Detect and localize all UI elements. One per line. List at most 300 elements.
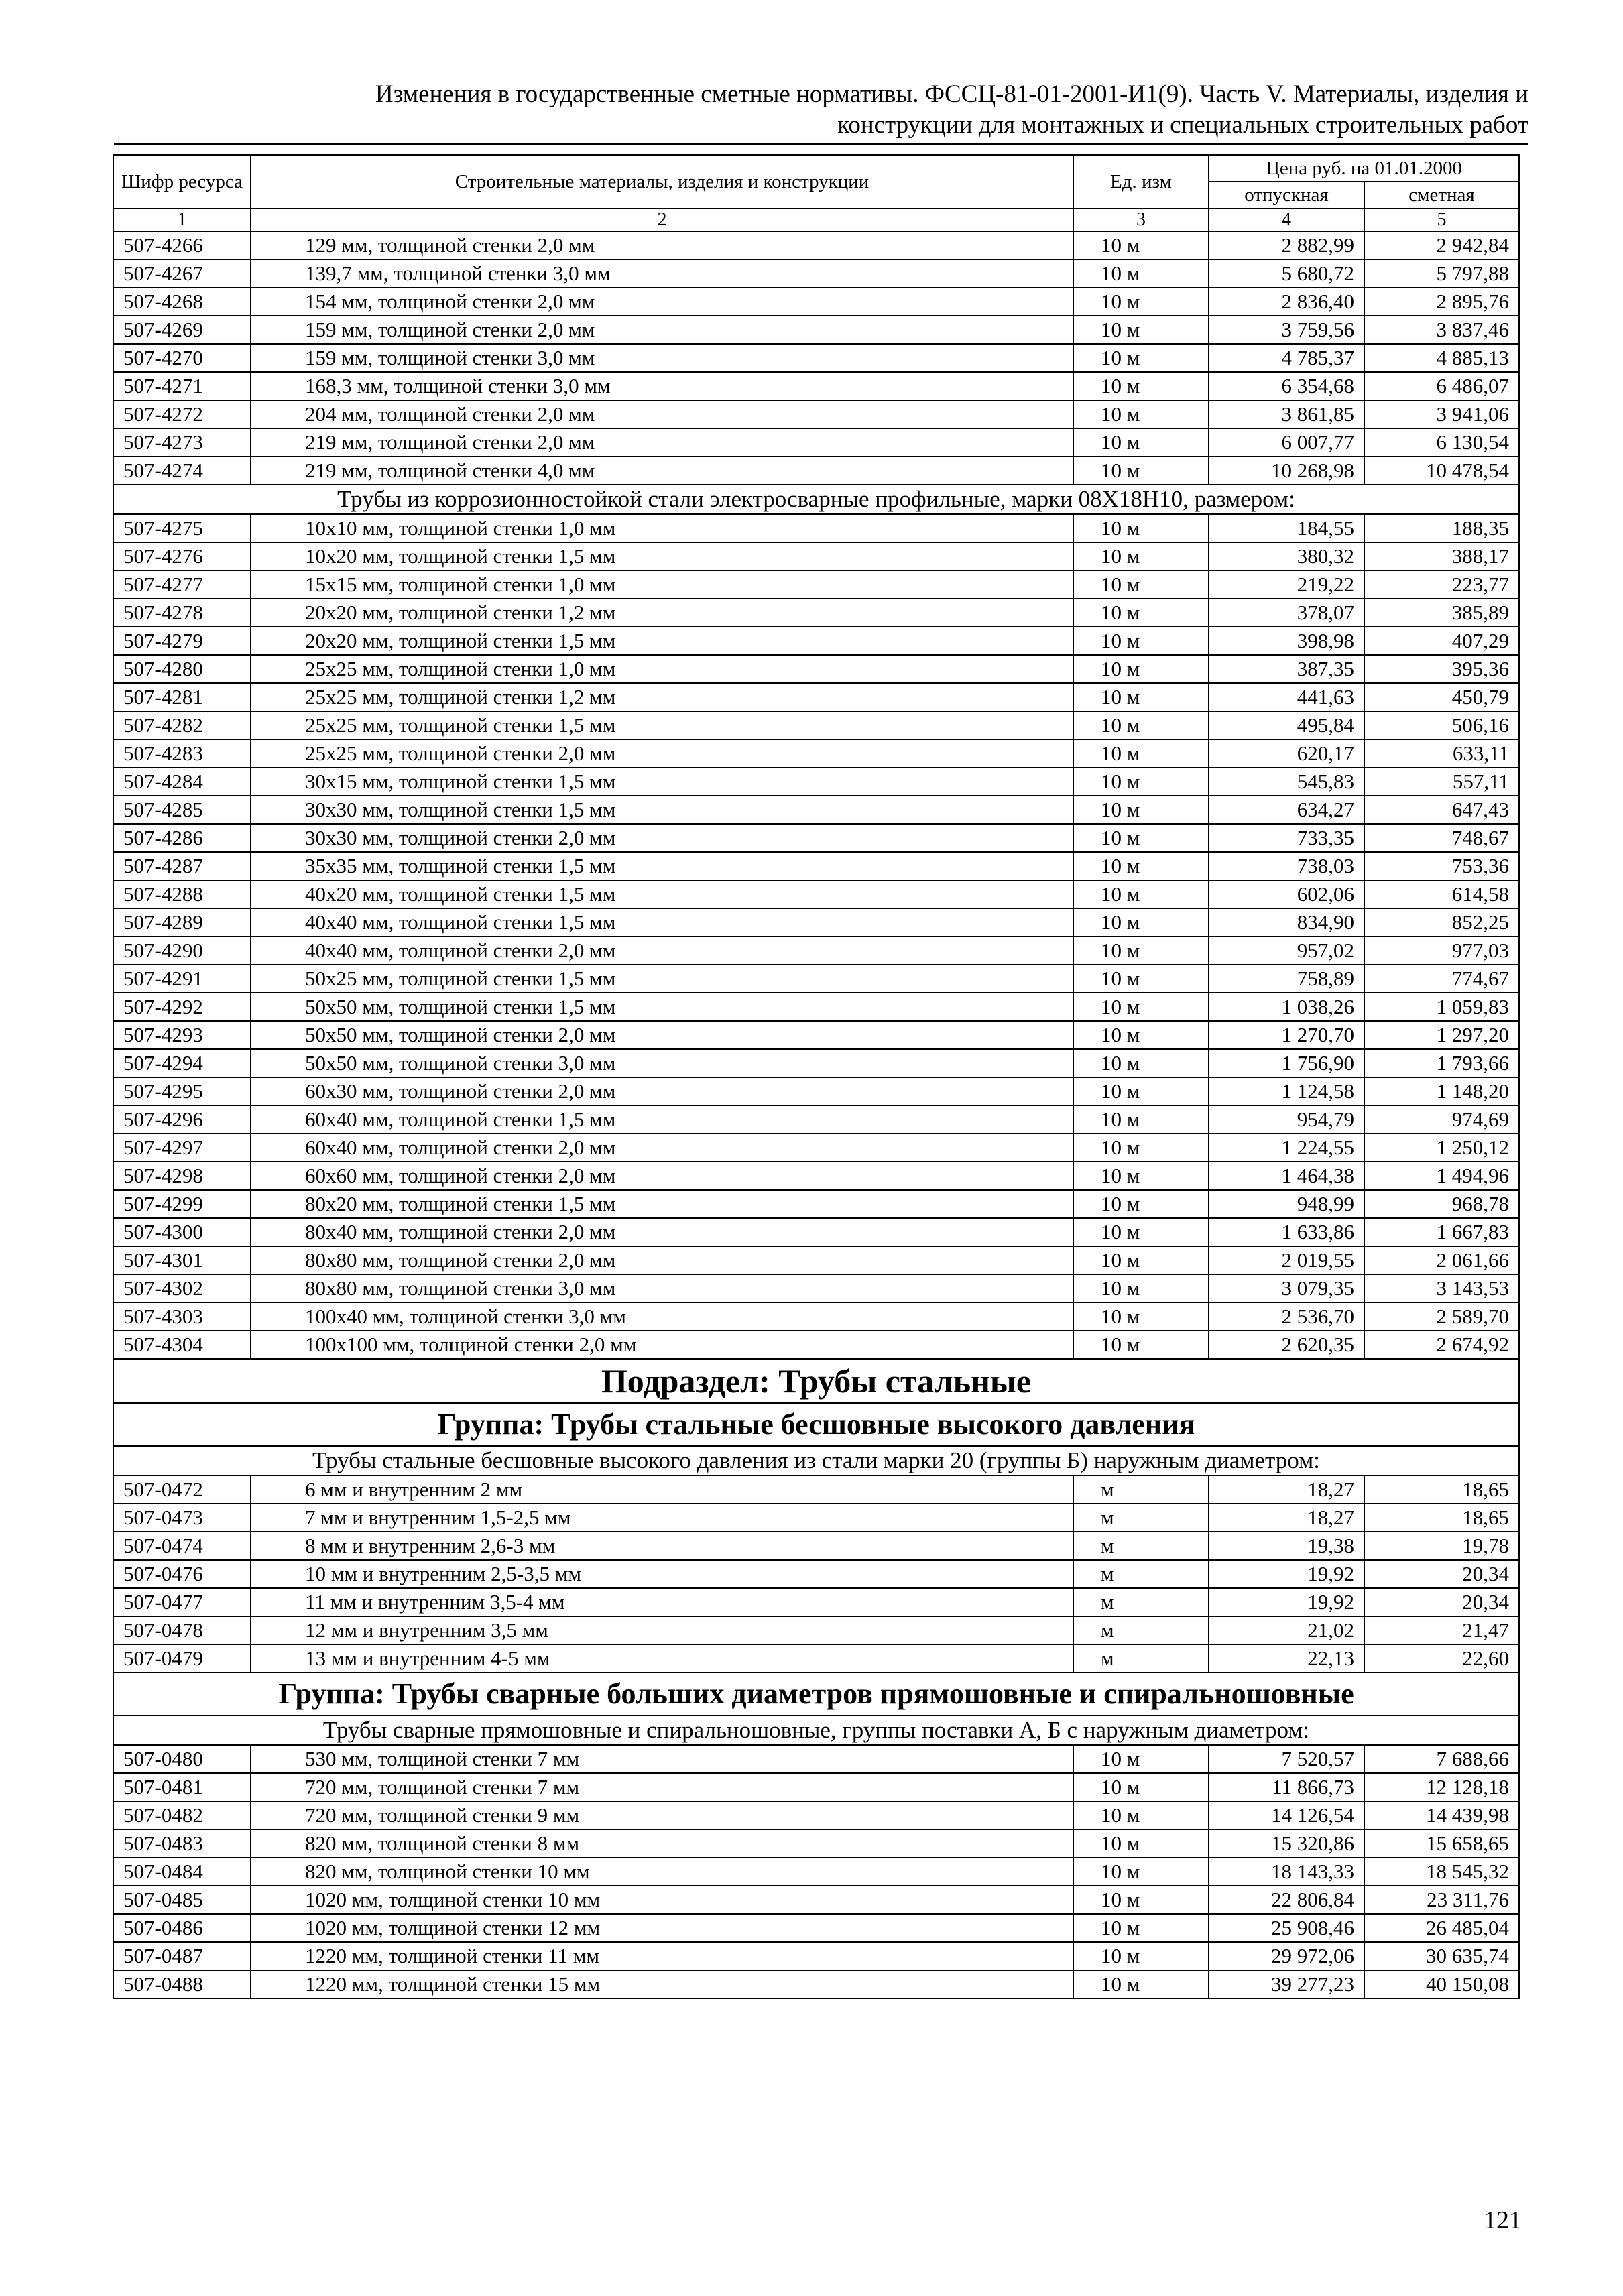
item-description: 50x25 мм, толщиной стенки 1,5 мм — [251, 965, 1073, 993]
section-caption: Трубы из коррозионностойкой стали электросварные профильные, марки 08Х18Н10, размером: — [113, 485, 1519, 514]
table-row — [113, 1274, 1519, 1303]
release-price: 1 224,55 — [1209, 1134, 1364, 1162]
resource-code: 507-4268 — [113, 288, 251, 316]
resource-code: 507-0476 — [113, 1560, 251, 1588]
unit: 10 м — [1073, 1274, 1209, 1303]
release-price: 14 126,54 — [1209, 1801, 1364, 1829]
unit: м — [1073, 1504, 1209, 1532]
release-price: 19,92 — [1209, 1560, 1364, 1588]
estimate-price: 19,78 — [1364, 1532, 1519, 1560]
item-description: 35x35 мм, толщиной стенки 1,5 мм — [251, 852, 1073, 880]
unit: м — [1073, 1616, 1209, 1644]
estimate-price: 395,36 — [1364, 655, 1519, 683]
estimate-price: 450,79 — [1364, 683, 1519, 711]
release-price: 2 836,40 — [1209, 288, 1364, 316]
item-description: 1220 мм, толщиной стенки 11 мм — [251, 1942, 1073, 1970]
unit: 10 м — [1073, 599, 1209, 627]
estimate-price: 20,34 — [1364, 1588, 1519, 1616]
table-row — [113, 1588, 1519, 1616]
item-description: 50x50 мм, толщиной стенки 1,5 мм — [251, 993, 1073, 1021]
resource-code: 507-4267 — [113, 259, 251, 288]
release-price: 957,02 — [1209, 936, 1364, 965]
unit: м — [1073, 1532, 1209, 1560]
release-price: 738,03 — [1209, 852, 1364, 880]
release-price: 378,07 — [1209, 599, 1364, 627]
item-description: 15x15 мм, толщиной стенки 1,0 мм — [251, 570, 1073, 599]
item-description: 80x20 мм, толщиной стенки 1,5 мм — [251, 1190, 1073, 1218]
table-row — [113, 1942, 1519, 1970]
release-price: 2 536,70 — [1209, 1303, 1364, 1331]
estimate-price: 614,58 — [1364, 880, 1519, 908]
release-price: 19,38 — [1209, 1532, 1364, 1560]
release-price: 39 277,23 — [1209, 1970, 1364, 1998]
resource-code: 507-0478 — [113, 1616, 251, 1644]
item-description: 10 мм и внутренним 2,5-3,5 мм — [251, 1560, 1073, 1588]
release-price: 22 806,84 — [1209, 1886, 1364, 1914]
item-description: 50x50 мм, толщиной стенки 2,0 мм — [251, 1021, 1073, 1049]
unit: 10 м — [1073, 400, 1209, 428]
estimate-price: 30 635,74 — [1364, 1942, 1519, 1970]
estimate-price: 1 297,20 — [1364, 1021, 1519, 1049]
unit: м — [1073, 1560, 1209, 1588]
release-price: 1 270,70 — [1209, 1021, 1364, 1049]
resource-code: 507-4272 — [113, 400, 251, 428]
estimate-price: 557,11 — [1364, 768, 1519, 796]
estimate-price: 647,43 — [1364, 796, 1519, 824]
document-header — [114, 79, 1528, 145]
unit: 10 м — [1073, 1914, 1209, 1942]
release-price: 18,27 — [1209, 1475, 1364, 1504]
release-price: 3 861,85 — [1209, 400, 1364, 428]
resource-code: 507-4266 — [113, 231, 251, 259]
unit: 10 м — [1073, 428, 1209, 457]
table-row — [113, 1021, 1519, 1049]
item-description: 129 мм, толщиной стенки 2,0 мм — [251, 231, 1073, 259]
unit: 10 м — [1073, 1942, 1209, 1970]
unit: 10 м — [1073, 259, 1209, 288]
item-description: 100x100 мм, толщиной стенки 2,0 мм — [251, 1331, 1073, 1359]
table-row — [113, 1049, 1519, 1077]
unit: 10 м — [1073, 1745, 1209, 1773]
release-price: 2 882,99 — [1209, 231, 1364, 259]
resource-code: 507-0487 — [113, 1942, 251, 1970]
resource-code: 507-0486 — [113, 1914, 251, 1942]
table-row — [113, 655, 1519, 683]
release-price: 5 680,72 — [1209, 259, 1364, 288]
table-row — [113, 768, 1519, 796]
release-price: 1 464,38 — [1209, 1162, 1364, 1190]
item-description: 12 мм и внутренним 3,5 мм — [251, 1616, 1073, 1644]
estimate-price: 1 667,83 — [1364, 1218, 1519, 1246]
resource-code: 507-4279 — [113, 627, 251, 655]
item-description: 25x25 мм, толщиной стенки 2,0 мм — [251, 739, 1073, 768]
header-release-price: отпускная — [1209, 182, 1364, 208]
table-row — [113, 428, 1519, 457]
release-price: 3 079,35 — [1209, 1274, 1364, 1303]
estimate-price: 18,65 — [1364, 1475, 1519, 1504]
table-row — [113, 344, 1519, 372]
unit: 10 м — [1073, 711, 1209, 739]
col-number-4: 4 — [1209, 208, 1364, 231]
estimate-price: 6 486,07 — [1364, 372, 1519, 400]
column-number-row — [113, 208, 1519, 231]
estimate-price: 633,11 — [1364, 739, 1519, 768]
table-row — [113, 372, 1519, 400]
table-row — [113, 1886, 1519, 1914]
estimate-price: 753,36 — [1364, 852, 1519, 880]
resource-code: 507-0479 — [113, 1644, 251, 1673]
table-row — [113, 542, 1519, 570]
item-description: 60x60 мм, толщиной стенки 2,0 мм — [251, 1162, 1073, 1190]
unit: 10 м — [1073, 1303, 1209, 1331]
item-description: 159 мм, толщиной стенки 3,0 мм — [251, 344, 1073, 372]
resource-code: 507-4270 — [113, 344, 251, 372]
unit: 10 м — [1073, 852, 1209, 880]
release-price: 6 007,77 — [1209, 428, 1364, 457]
resource-code: 507-4273 — [113, 428, 251, 457]
release-price: 634,27 — [1209, 796, 1364, 824]
release-price: 441,63 — [1209, 683, 1364, 711]
table-row — [113, 1829, 1519, 1858]
item-description: 60x40 мм, толщиной стенки 1,5 мм — [251, 1105, 1073, 1134]
estimate-price: 974,69 — [1364, 1105, 1519, 1134]
estimate-price: 2 061,66 — [1364, 1246, 1519, 1274]
item-description: 154 мм, толщиной стенки 2,0 мм — [251, 288, 1073, 316]
resource-code: 507-4276 — [113, 542, 251, 570]
resource-code: 507-4304 — [113, 1331, 251, 1359]
item-description: 13 мм и внутренним 4-5 мм — [251, 1644, 1073, 1673]
table-row — [113, 683, 1519, 711]
release-price: 18,27 — [1209, 1504, 1364, 1532]
resource-code: 507-0485 — [113, 1886, 251, 1914]
table-row — [113, 288, 1519, 316]
table-header-row — [113, 155, 1519, 182]
resource-code: 507-4296 — [113, 1105, 251, 1134]
release-price: 1 756,90 — [1209, 1049, 1364, 1077]
estimate-price: 3 143,53 — [1364, 1274, 1519, 1303]
unit: 10 м — [1073, 344, 1209, 372]
item-description: 11 мм и внутренним 3,5-4 мм — [251, 1588, 1073, 1616]
table-row — [113, 1532, 1519, 1560]
estimate-price: 506,16 — [1364, 711, 1519, 739]
release-price: 2 620,35 — [1209, 1331, 1364, 1359]
col-number-3: 3 — [1073, 208, 1209, 231]
release-price: 11 866,73 — [1209, 1773, 1364, 1801]
estimate-price: 23 311,76 — [1364, 1886, 1519, 1914]
estimate-price: 385,89 — [1364, 599, 1519, 627]
estimate-price: 407,29 — [1364, 627, 1519, 655]
estimate-price: 968,78 — [1364, 1190, 1519, 1218]
table-row — [113, 1801, 1519, 1829]
item-description: 40x40 мм, толщиной стенки 1,5 мм — [251, 908, 1073, 936]
unit: 10 м — [1073, 1773, 1209, 1801]
table-row — [113, 880, 1519, 908]
unit: 10 м — [1073, 1886, 1209, 1914]
unit: 10 м — [1073, 1105, 1209, 1134]
unit: м — [1073, 1475, 1209, 1504]
resource-code: 507-0477 — [113, 1588, 251, 1616]
estimate-price: 2 589,70 — [1364, 1303, 1519, 1331]
release-price: 19,92 — [1209, 1588, 1364, 1616]
header-estimate-price: сметная — [1364, 182, 1519, 208]
resource-code: 507-4300 — [113, 1218, 251, 1246]
resource-code: 507-4288 — [113, 880, 251, 908]
item-description: 7 мм и внутренним 1,5-2,5 мм — [251, 1504, 1073, 1532]
unit: 10 м — [1073, 372, 1209, 400]
table-row — [113, 599, 1519, 627]
item-description: 80x80 мм, толщиной стенки 2,0 мм — [251, 1246, 1073, 1274]
unit: 10 м — [1073, 1077, 1209, 1105]
release-price: 1 038,26 — [1209, 993, 1364, 1021]
table-row — [113, 796, 1519, 824]
table-row — [113, 1134, 1519, 1162]
unit: 10 м — [1073, 908, 1209, 936]
estimate-price: 223,77 — [1364, 570, 1519, 599]
table-row — [113, 824, 1519, 852]
resource-code: 507-0484 — [113, 1858, 251, 1886]
table-row — [113, 1190, 1519, 1218]
estimate-price: 188,35 — [1364, 514, 1519, 542]
resource-code: 507-4275 — [113, 514, 251, 542]
section-caption-row — [113, 1715, 1519, 1745]
table-row — [113, 1914, 1519, 1942]
estimate-price: 40 150,08 — [1364, 1970, 1519, 1998]
header-code: Шифр ресурса — [113, 155, 251, 208]
unit: 10 м — [1073, 880, 1209, 908]
release-price: 10 268,98 — [1209, 457, 1364, 485]
table-row — [113, 936, 1519, 965]
resource-code: 507-4289 — [113, 908, 251, 936]
item-description: 720 мм, толщиной стенки 7 мм — [251, 1773, 1073, 1801]
unit: 10 м — [1073, 796, 1209, 824]
estimate-price: 5 797,88 — [1364, 259, 1519, 288]
estimate-price: 26 485,04 — [1364, 1914, 1519, 1942]
unit: 10 м — [1073, 570, 1209, 599]
resource-code: 507-4297 — [113, 1134, 251, 1162]
release-price: 18 143,33 — [1209, 1858, 1364, 1886]
item-description: 8 мм и внутренним 2,6-3 мм — [251, 1532, 1073, 1560]
release-price: 3 759,56 — [1209, 316, 1364, 344]
unit: 10 м — [1073, 936, 1209, 965]
release-price: 954,79 — [1209, 1105, 1364, 1134]
resource-code: 507-4287 — [113, 852, 251, 880]
table-row — [113, 627, 1519, 655]
estimate-price: 2 895,76 — [1364, 288, 1519, 316]
item-description: 820 мм, толщиной стенки 8 мм — [251, 1829, 1073, 1858]
unit: 10 м — [1073, 1246, 1209, 1274]
table-row — [113, 1644, 1519, 1673]
unit: 10 м — [1073, 316, 1209, 344]
resource-code: 507-4280 — [113, 655, 251, 683]
resource-code: 507-0473 — [113, 1504, 251, 1532]
resource-code: 507-4292 — [113, 993, 251, 1021]
page-number: 121 — [1484, 2206, 1522, 2234]
resource-code: 507-4286 — [113, 824, 251, 852]
release-price: 25 908,46 — [1209, 1914, 1364, 1942]
resource-code: 507-0480 — [113, 1745, 251, 1773]
release-price: 4 785,37 — [1209, 344, 1364, 372]
table-row — [113, 965, 1519, 993]
estimate-price: 15 658,65 — [1364, 1829, 1519, 1858]
resource-code: 507-4277 — [113, 570, 251, 599]
item-description: 25x25 мм, толщиной стенки 1,5 мм — [251, 711, 1073, 739]
estimate-price: 3 837,46 — [1364, 316, 1519, 344]
unit: 10 м — [1073, 1970, 1209, 1998]
release-price: 387,35 — [1209, 655, 1364, 683]
resource-code: 507-0474 — [113, 1532, 251, 1560]
unit: 10 м — [1073, 627, 1209, 655]
item-description: 10x10 мм, толщиной стенки 1,0 мм — [251, 514, 1073, 542]
subsection-title-row — [113, 1359, 1519, 1403]
item-description: 1020 мм, толщиной стенки 12 мм — [251, 1914, 1073, 1942]
resource-code: 507-4271 — [113, 372, 251, 400]
item-description: 80x40 мм, толщиной стенки 2,0 мм — [251, 1218, 1073, 1246]
resource-code: 507-4290 — [113, 936, 251, 965]
item-description: 10x20 мм, толщиной стенки 1,5 мм — [251, 542, 1073, 570]
resource-code: 507-4284 — [113, 768, 251, 796]
table-row — [113, 1616, 1519, 1644]
item-description: 820 мм, толщиной стенки 10 мм — [251, 1858, 1073, 1886]
item-description: 60x40 мм, толщиной стенки 2,0 мм — [251, 1134, 1073, 1162]
unit: 10 м — [1073, 739, 1209, 768]
group-title: Группа: Трубы сварные больших диаметров прямошовные и спиральношовные — [113, 1673, 1519, 1715]
header-unit: Ед. изм — [1073, 155, 1209, 208]
item-description: 30x15 мм, толщиной стенки 1,5 мм — [251, 768, 1073, 796]
price-table — [113, 154, 1520, 1999]
release-price: 495,84 — [1209, 711, 1364, 739]
table-row — [113, 908, 1519, 936]
resource-code: 507-4274 — [113, 457, 251, 485]
unit: 10 м — [1073, 683, 1209, 711]
resource-code: 507-4269 — [113, 316, 251, 344]
estimate-price: 748,67 — [1364, 824, 1519, 852]
table-row — [113, 739, 1519, 768]
release-price: 21,02 — [1209, 1616, 1364, 1644]
estimate-price: 1 250,12 — [1364, 1134, 1519, 1162]
release-price: 2 019,55 — [1209, 1246, 1364, 1274]
table-row — [113, 1970, 1519, 1998]
resource-code: 507-4294 — [113, 1049, 251, 1077]
item-description: 530 мм, толщиной стенки 7 мм — [251, 1745, 1073, 1773]
release-price: 219,22 — [1209, 570, 1364, 599]
estimate-price: 12 128,18 — [1364, 1773, 1519, 1801]
table-row — [113, 1475, 1519, 1504]
estimate-price: 1 793,66 — [1364, 1049, 1519, 1077]
table-row — [113, 852, 1519, 880]
release-price: 545,83 — [1209, 768, 1364, 796]
item-description: 80x80 мм, толщиной стенки 3,0 мм — [251, 1274, 1073, 1303]
table-row — [113, 1745, 1519, 1773]
table-row — [113, 1303, 1519, 1331]
section-caption-row — [113, 1446, 1519, 1475]
unit: 10 м — [1073, 1049, 1209, 1077]
table-row — [113, 1077, 1519, 1105]
col-number-1: 1 — [113, 208, 251, 231]
header-name: Строительные материалы, изделия и конструкции — [251, 155, 1073, 208]
estimate-price: 10 478,54 — [1364, 457, 1519, 485]
table-row — [113, 711, 1519, 739]
estimate-price: 1 148,20 — [1364, 1077, 1519, 1105]
resource-code: 507-4282 — [113, 711, 251, 739]
item-description: 219 мм, толщиной стенки 4,0 мм — [251, 457, 1073, 485]
release-price: 948,99 — [1209, 1190, 1364, 1218]
table-row — [113, 1246, 1519, 1274]
unit: 10 м — [1073, 824, 1209, 852]
unit: 10 м — [1073, 1858, 1209, 1886]
resource-code: 507-4301 — [113, 1246, 251, 1274]
unit: 10 м — [1073, 1190, 1209, 1218]
table-row — [113, 1162, 1519, 1190]
subsection-title: Подраздел: Трубы стальные — [113, 1359, 1519, 1403]
estimate-price: 774,67 — [1364, 965, 1519, 993]
estimate-price: 6 130,54 — [1364, 428, 1519, 457]
unit: 10 м — [1073, 1218, 1209, 1246]
estimate-price: 852,25 — [1364, 908, 1519, 936]
table-row — [113, 1504, 1519, 1532]
estimate-price: 20,34 — [1364, 1560, 1519, 1588]
unit: 10 м — [1073, 457, 1209, 485]
unit: м — [1073, 1588, 1209, 1616]
group-title-row — [113, 1673, 1519, 1715]
header-line-2: конструкции для монтажных и специальных строительных работ — [837, 111, 1528, 139]
item-description: 100x40 мм, толщиной стенки 3,0 мм — [251, 1303, 1073, 1331]
item-description: 20x20 мм, толщиной стенки 1,2 мм — [251, 599, 1073, 627]
unit: 10 м — [1073, 1162, 1209, 1190]
item-description: 168,3 мм, толщиной стенки 3,0 мм — [251, 372, 1073, 400]
resource-code: 507-4285 — [113, 796, 251, 824]
unit: 10 м — [1073, 768, 1209, 796]
table-row — [113, 1218, 1519, 1246]
table-row — [113, 231, 1519, 259]
estimate-price: 22,60 — [1364, 1644, 1519, 1673]
unit: 10 м — [1073, 542, 1209, 570]
release-price: 398,98 — [1209, 627, 1364, 655]
item-description: 6 мм и внутренним 2 мм — [251, 1475, 1073, 1504]
estimate-price: 18 545,32 — [1364, 1858, 1519, 1886]
unit: 10 м — [1073, 993, 1209, 1021]
release-price: 758,89 — [1209, 965, 1364, 993]
resource-code: 507-0481 — [113, 1773, 251, 1801]
group-title: Группа: Трубы стальные бесшовные высокого давления — [113, 1403, 1519, 1446]
resource-code: 507-4295 — [113, 1077, 251, 1105]
unit: 10 м — [1073, 231, 1209, 259]
header-price: Цена руб. на 01.01.2000 — [1209, 155, 1519, 182]
unit: 10 м — [1073, 655, 1209, 683]
estimate-price: 14 439,98 — [1364, 1801, 1519, 1829]
resource-code: 507-0488 — [113, 1970, 251, 1998]
unit: 10 м — [1073, 965, 1209, 993]
estimate-price: 18,65 — [1364, 1504, 1519, 1532]
release-price: 834,90 — [1209, 908, 1364, 936]
item-description: 219 мм, толщиной стенки 2,0 мм — [251, 428, 1073, 457]
item-description: 30x30 мм, толщиной стенки 1,5 мм — [251, 796, 1073, 824]
resource-code: 507-4303 — [113, 1303, 251, 1331]
resource-code: 507-0472 — [113, 1475, 251, 1504]
item-description: 40x20 мм, толщиной стенки 1,5 мм — [251, 880, 1073, 908]
item-description: 50x50 мм, толщиной стенки 3,0 мм — [251, 1049, 1073, 1077]
item-description: 30x30 мм, толщиной стенки 2,0 мм — [251, 824, 1073, 852]
header-line-1: Изменения в государственные сметные нормативы. ФССЦ-81-01-2001-И1(9). Часть V. Материалы, изделия и — [375, 80, 1528, 108]
release-price: 733,35 — [1209, 824, 1364, 852]
section-caption: Трубы сварные прямошовные и спиральношовные, группы поставки А, Б с наружным диаметром: — [113, 1715, 1519, 1745]
item-description: 25x25 мм, толщиной стенки 1,2 мм — [251, 683, 1073, 711]
release-price: 1 124,58 — [1209, 1077, 1364, 1105]
release-price: 29 972,06 — [1209, 1942, 1364, 1970]
release-price: 15 320,86 — [1209, 1829, 1364, 1858]
unit: 10 м — [1073, 1331, 1209, 1359]
release-price: 6 354,68 — [1209, 372, 1364, 400]
resource-code: 507-4293 — [113, 1021, 251, 1049]
